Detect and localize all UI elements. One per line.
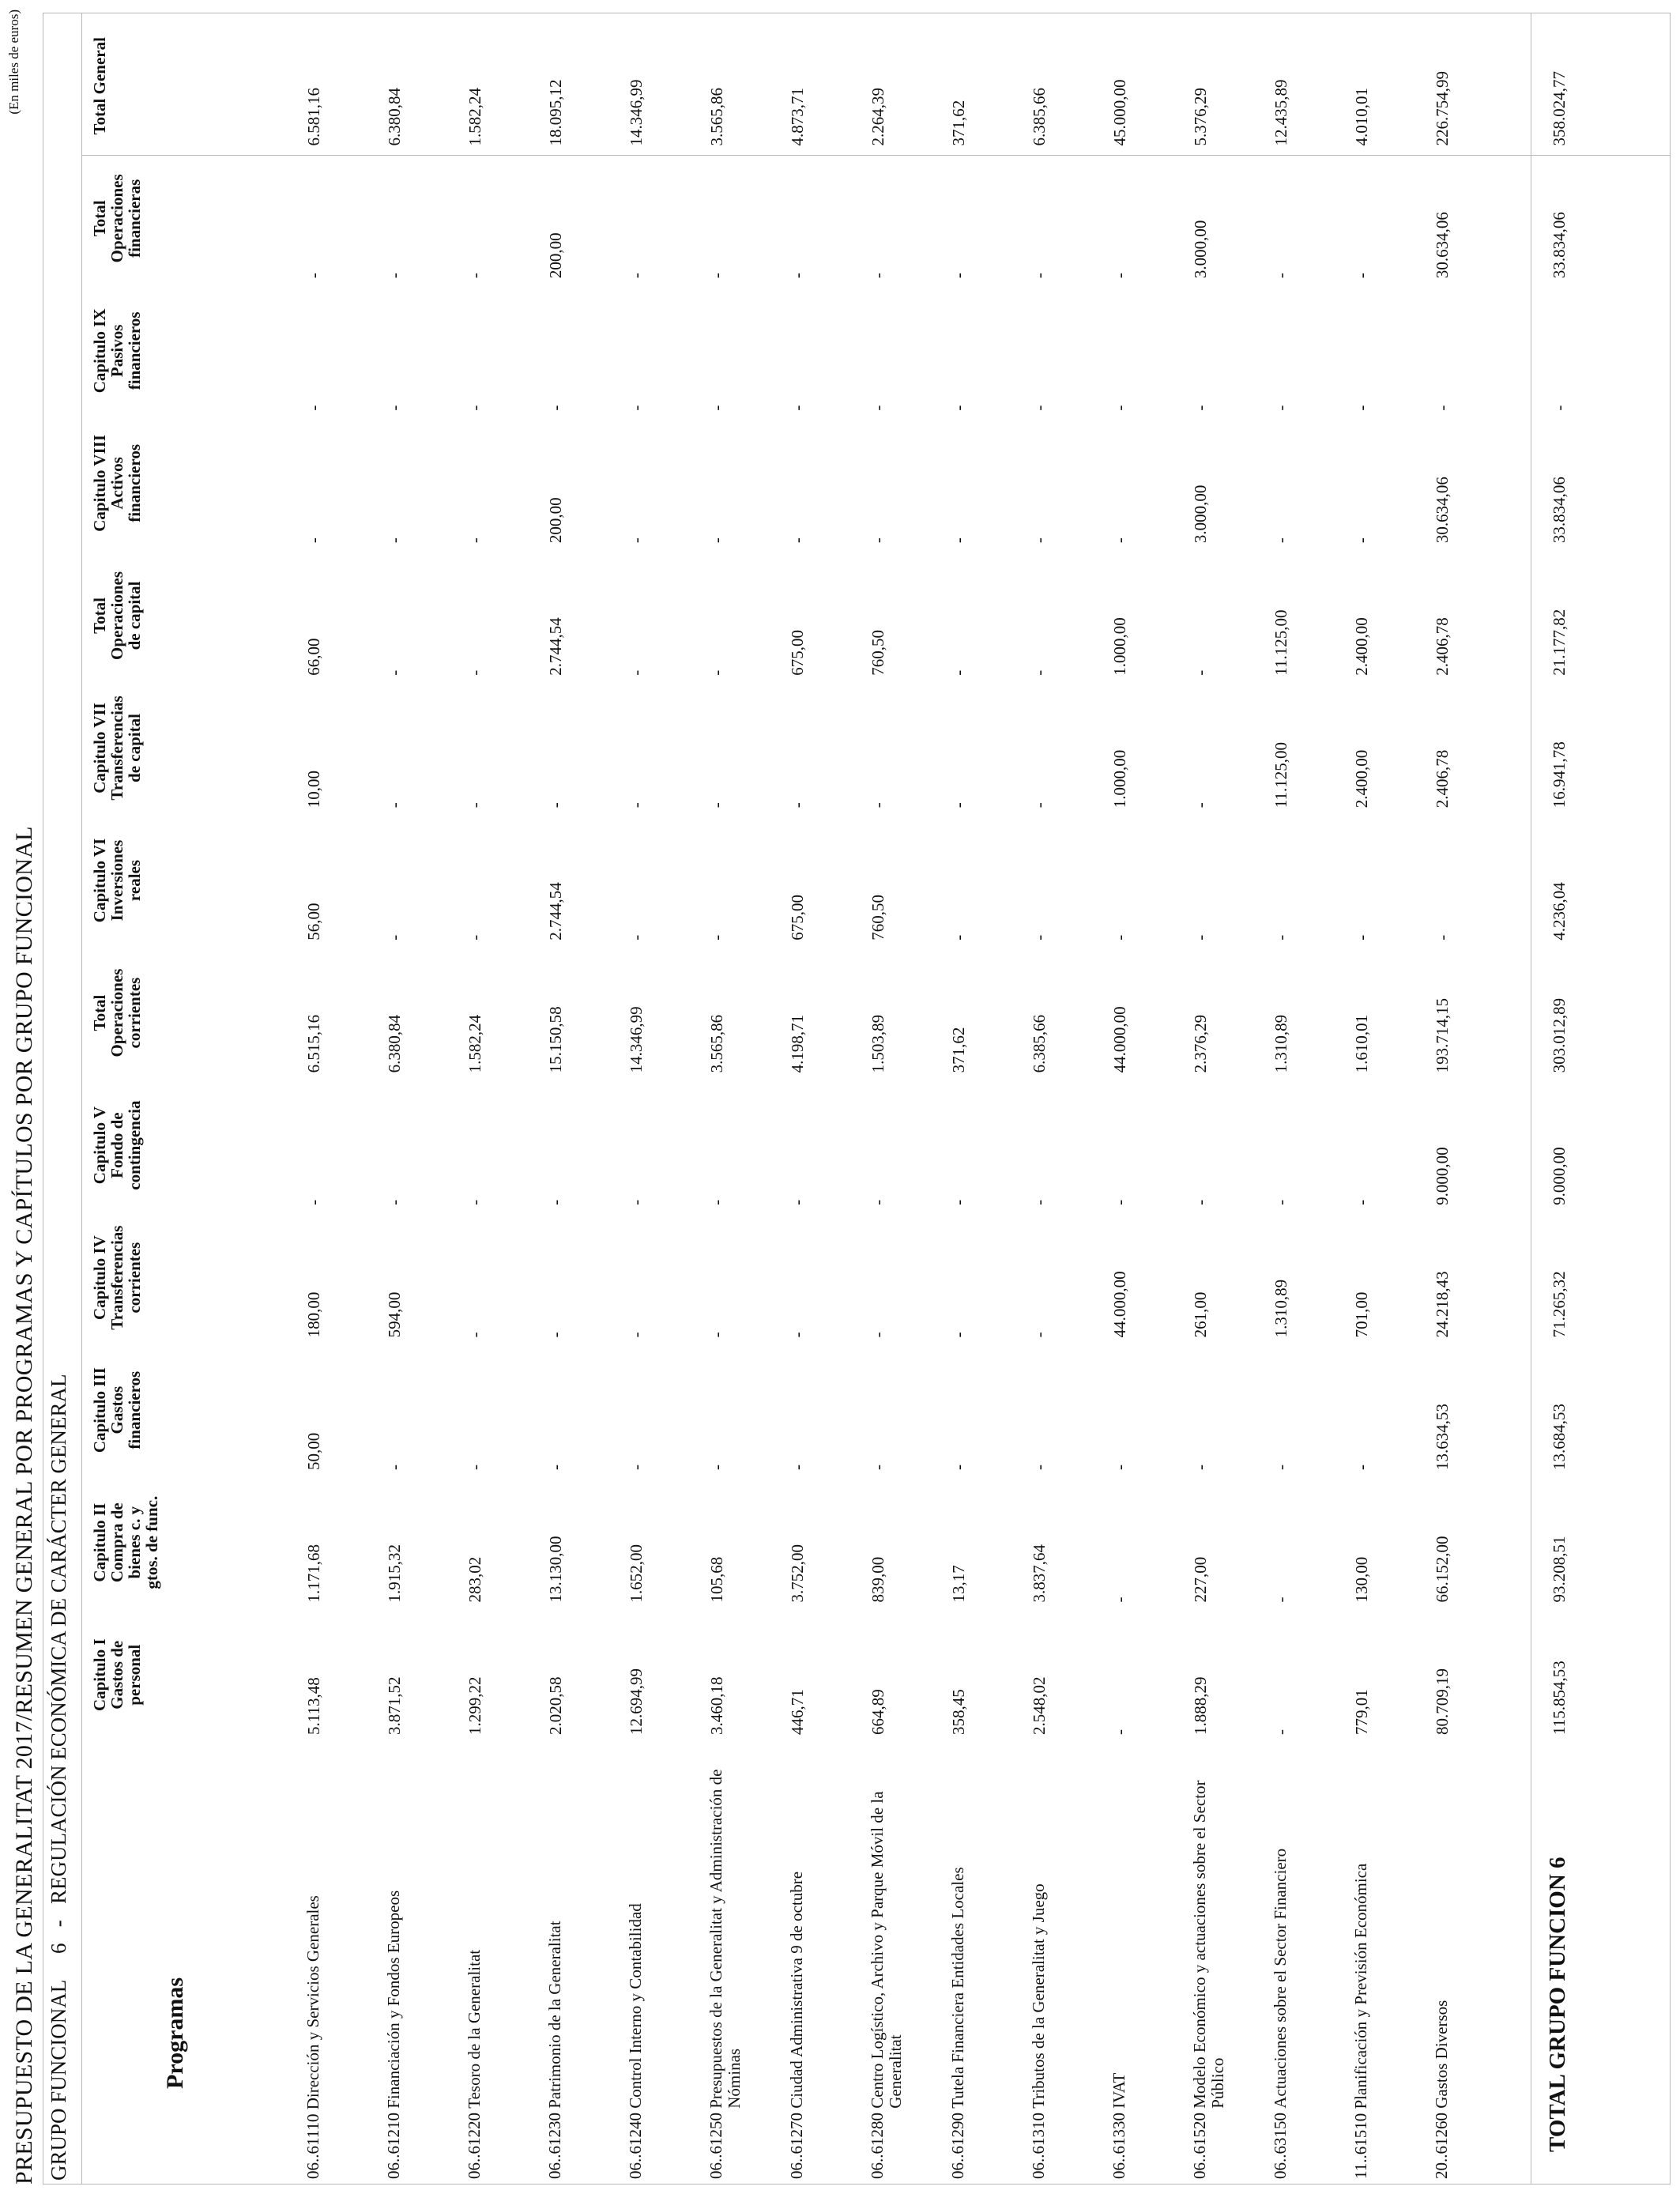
table-cell: 701,00: [1352, 1291, 1371, 1338]
program-row-label: [465, 1749, 484, 2179]
table-cell: 2.406,78: [1433, 749, 1452, 809]
table-cell: 1.503,89: [868, 1014, 887, 1073]
table-cell: -: [304, 273, 323, 279]
table-cell: -: [627, 1199, 646, 1205]
table-cell: -: [707, 669, 726, 676]
table-cell: 200,00: [546, 232, 565, 279]
table-cell: 3.752,00: [788, 1544, 807, 1603]
table-cell: -: [707, 405, 726, 411]
program-name: Presupuestos de la Generalitat y Administración de Nóminas: [706, 1769, 744, 2109]
table-cell: 1.888,29: [1191, 1676, 1210, 1735]
table-cell: -: [868, 405, 887, 411]
table-cell: -: [707, 1199, 726, 1205]
table-cell: 2.406,78: [1433, 617, 1452, 676]
program-row-label: [1110, 1749, 1128, 2179]
total-cell: 303.012,89: [1550, 997, 1569, 1073]
table-cell: -: [1110, 273, 1129, 279]
table-cell: 2.264,39: [868, 88, 887, 146]
table-cell: 760,50: [868, 629, 887, 676]
table-cell: 13,17: [949, 1565, 968, 1603]
table-cell: -: [385, 934, 404, 941]
table-cell: -: [1030, 934, 1049, 941]
table-cell: 2.376,29: [1191, 1014, 1210, 1073]
total-label: TOTAL GRUPO FUNCION 6: [1545, 1857, 1570, 2152]
total-cell: 16.941,78: [1550, 741, 1569, 809]
column-divider: [81, 155, 1670, 156]
column-header: Total Operaciones financieras: [90, 174, 145, 263]
table-cell: 12.694,99: [627, 1668, 646, 1735]
program-code: 06..61520: [1190, 2113, 1209, 2179]
table-cell: -: [465, 405, 484, 411]
program-row-label: [385, 1749, 403, 2179]
table-cell: -: [949, 934, 968, 941]
table-cell: 30.634,06: [1433, 212, 1452, 279]
program-name: Planificación y Previsión Económica: [1351, 1863, 1370, 2109]
table-cell: 18.095,12: [546, 79, 565, 146]
table-cell: -: [949, 1464, 968, 1470]
table-cell: 180,00: [304, 1291, 323, 1338]
table-cell: -: [1030, 537, 1049, 544]
table-cell: -: [949, 405, 968, 411]
table-cell: 80.709,19: [1433, 1668, 1452, 1735]
program-name: Centro Logístico, Archivo y Parque Móvil de la Generalitat: [868, 1791, 905, 2109]
table-cell: -: [1191, 669, 1210, 676]
table-cell: -: [1030, 1464, 1049, 1470]
table-cell: 1.610,01: [1352, 1014, 1371, 1073]
table-cell: -: [304, 537, 323, 544]
total-cell: 115.854,53: [1550, 1661, 1569, 1735]
table-cell: -: [465, 537, 484, 544]
table-cell: -: [1110, 934, 1129, 941]
table-cell: 11.125,00: [1271, 609, 1290, 676]
table-cell: 14.346,99: [627, 1006, 646, 1073]
table-cell: 839,00: [868, 1556, 887, 1603]
table-cell: -: [1191, 802, 1210, 809]
program-name: IVAT: [1109, 2072, 1128, 2109]
total-cell: 33.834,06: [1550, 212, 1569, 279]
table-cell: 1.171,68: [304, 1544, 323, 1603]
table-cell: -: [788, 1199, 807, 1205]
table-cell: -: [1271, 273, 1290, 279]
column-header: Capitulo I Gastos de personal: [90, 1638, 145, 1712]
program-name: Modelo Económico y actuaciones sobre el Sector Público: [1190, 1780, 1227, 2109]
column-header: Capitulo II Compra de bienes c. y gtos. de func.: [90, 1495, 162, 1589]
column-header: Capitulo V Fondo de contingencia: [90, 1100, 145, 1190]
table-cell: 130,00: [1352, 1556, 1371, 1603]
table-cell: -: [1191, 1464, 1210, 1470]
table-cell: 15.150,58: [546, 1006, 565, 1073]
table-cell: -: [465, 273, 484, 279]
table-cell: -: [546, 405, 565, 411]
table-cell: -: [1110, 1596, 1129, 1603]
total-cell: 93.208,51: [1550, 1536, 1569, 1603]
table-cell: -: [627, 537, 646, 544]
table-cell: 105,68: [707, 1556, 726, 1603]
table-cell: -: [1191, 405, 1210, 411]
table-cell: -: [707, 934, 726, 941]
table-cell: -: [385, 405, 404, 411]
table-cell: -: [868, 1199, 887, 1205]
program-name: Tutela Financiera Entidades Locales: [948, 1867, 967, 2109]
table-cell: -: [627, 1464, 646, 1470]
group-separator: -: [47, 1920, 70, 1928]
program-code: 06..61230: [545, 2113, 564, 2179]
table-cell: -: [949, 1332, 968, 1338]
program-row-label: [546, 1749, 564, 2179]
program-name: Tesoro de la Generalitat: [465, 1949, 484, 2109]
table-cell: 45.000,00: [1110, 79, 1129, 146]
table-cell: 2.400,00: [1352, 749, 1371, 809]
program-name: Actuaciones sobre el Sector Financiero: [1271, 1848, 1290, 2109]
table-cell: 3.871,52: [385, 1676, 404, 1735]
table-cell: 3.565,86: [707, 1014, 726, 1073]
program-row-label: [304, 1749, 322, 2179]
program-row-label: [1191, 1749, 1226, 2179]
table-cell: -: [1110, 1464, 1129, 1470]
table-cell: -: [1110, 405, 1129, 411]
column-header: Capitulo VIII Activos financieros: [90, 435, 145, 532]
table-cell: 6.581,16: [304, 88, 323, 146]
table-cell: -: [627, 669, 646, 676]
table-cell: -: [1271, 1596, 1290, 1603]
table-cell: -: [1271, 934, 1290, 941]
table-cell: -: [627, 1332, 646, 1338]
table-cell: -: [1110, 1729, 1129, 1735]
currency-note: (En miles de euros): [6, 9, 21, 115]
table-cell: -: [1352, 405, 1371, 411]
table-cell: -: [868, 1332, 887, 1338]
table-cell: 5.376,29: [1191, 88, 1210, 146]
program-name: Patrimonio de la Generalitat: [545, 1921, 564, 2109]
program-code: 11..61510: [1351, 2113, 1370, 2179]
program-name: Financiación y Fondos Europeos: [384, 1890, 403, 2109]
group-number: 6: [47, 1943, 70, 1954]
column-header: Capitulo VII Transferencias de capital: [90, 696, 145, 801]
program-name: Ciudad Administrativa 9 de octubre: [787, 1871, 806, 2109]
program-code: 20..61260: [1432, 2113, 1451, 2179]
table-cell: 2.400,00: [1352, 617, 1371, 676]
table-cell: -: [1030, 669, 1049, 676]
table-cell: 1.299,22: [465, 1676, 484, 1735]
table-cell: -: [385, 537, 404, 544]
table-cell: -: [1352, 1464, 1371, 1470]
table-cell: 664,89: [868, 1689, 887, 1735]
table-cell: 446,71: [788, 1689, 807, 1735]
table-cell: -: [1271, 1464, 1290, 1470]
table-cell: 44.000,00: [1110, 1271, 1129, 1338]
table-cell: 1.310,89: [1271, 1014, 1290, 1073]
program-row-label: [1352, 1749, 1370, 2179]
table-cell: -: [1030, 802, 1049, 809]
table-cell: -: [949, 1199, 968, 1205]
program-name: Control Interno y Contabilidad: [626, 1903, 645, 2109]
table-cell: -: [788, 405, 807, 411]
column-header: Capitulo III Gastos financieros: [90, 1367, 145, 1453]
budget-table: [43, 13, 1671, 2185]
table-cell: -: [1433, 405, 1452, 411]
total-cell: 4.236,04: [1550, 882, 1569, 941]
table-cell: -: [627, 273, 646, 279]
table-cell: 760,50: [868, 895, 887, 941]
table-cell: 675,00: [788, 895, 807, 941]
table-cell: -: [465, 1199, 484, 1205]
table-cell: 1.000,00: [1110, 749, 1129, 809]
page-title: PRESUPUESTO DE LA GENERALITAT 2017/RESUMEN GENERAL POR PROGRAMAS Y CAPÍTULOS POR GRUPO FUNCIONAL: [11, 826, 37, 2185]
table-cell: 4.010,01: [1352, 88, 1371, 146]
table-cell: 1.652,00: [627, 1544, 646, 1603]
table-cell: 10,00: [304, 770, 323, 809]
table-cell: -: [949, 273, 968, 279]
column-header: Capitulo IX Pasivos financieros: [90, 308, 145, 394]
table-cell: 66.152,00: [1433, 1536, 1452, 1603]
column-header: Capitulo IV Transferencias corrientes: [90, 1225, 145, 1330]
table-cell: -: [546, 802, 565, 809]
table-cell: -: [868, 537, 887, 544]
table-cell: 3.837,64: [1030, 1544, 1049, 1603]
program-code: 06..61290: [948, 2113, 967, 2179]
table-cell: 3.565,86: [707, 88, 726, 146]
table-cell: -: [707, 1332, 726, 1338]
table-cell: 4.873,71: [788, 88, 807, 146]
table-cell: 358,45: [949, 1689, 968, 1735]
total-cell: 13.684,53: [1550, 1403, 1569, 1470]
table-cell: 1.000,00: [1110, 617, 1129, 676]
table-cell: -: [385, 1464, 404, 1470]
table-cell: 3.460,18: [707, 1676, 726, 1735]
table-cell: -: [868, 1464, 887, 1470]
table-cell: -: [788, 537, 807, 544]
table-cell: 227,00: [1191, 1556, 1210, 1603]
table-cell: 12.435,89: [1271, 79, 1290, 146]
table-cell: -: [1110, 1199, 1129, 1205]
table-cell: 1.310,89: [1271, 1279, 1290, 1338]
group-divider: [81, 13, 82, 2184]
table-cell: 11.125,00: [1271, 742, 1290, 809]
table-cell: -: [1271, 405, 1290, 411]
table-cell: 261,00: [1191, 1291, 1210, 1338]
table-cell: 13.634,53: [1433, 1403, 1452, 1470]
total-cell: 21.177,82: [1550, 609, 1569, 676]
table-cell: 3.000,00: [1191, 484, 1210, 544]
program-name: Gastos Diversos: [1432, 2000, 1451, 2109]
table-cell: -: [707, 537, 726, 544]
program-code: 06..61210: [384, 2113, 403, 2179]
table-cell: -: [546, 1199, 565, 1205]
program-row-label: [707, 1749, 743, 2179]
table-cell: -: [385, 273, 404, 279]
program-row-label: [949, 1749, 967, 2179]
table-cell: -: [465, 1332, 484, 1338]
table-cell: 5.113,48: [304, 1677, 323, 1735]
table-cell: -: [385, 1199, 404, 1205]
table-cell: 371,62: [949, 1027, 968, 1073]
program-code: 06..61270: [787, 2113, 806, 2179]
table-cell: -: [1352, 1199, 1371, 1205]
total-cell: -: [1550, 405, 1569, 411]
programs-header: Programas: [162, 1977, 188, 2089]
table-cell: -: [868, 802, 887, 809]
table-cell: -: [546, 1464, 565, 1470]
table-cell: 675,00: [788, 629, 807, 676]
program-row-label: [1030, 1749, 1048, 2179]
table-cell: -: [1030, 405, 1049, 411]
table-cell: -: [1352, 934, 1371, 941]
program-code: 06..61220: [465, 2113, 484, 2179]
group-name: REGULACIÓN ECONÓMICA DE CARÁCTER GENERAL: [47, 1374, 70, 1904]
total-cell: 358.024,77: [1550, 71, 1569, 146]
table-cell: -: [949, 802, 968, 809]
table-cell: 1.582,24: [465, 88, 484, 146]
table-cell: -: [304, 1199, 323, 1205]
table-cell: 13.130,00: [546, 1536, 565, 1603]
table-cell: -: [385, 669, 404, 676]
table-cell: -: [385, 802, 404, 809]
table-cell: 2.744,54: [546, 882, 565, 941]
table-cell: 779,01: [1352, 1689, 1371, 1735]
table-cell: -: [707, 1464, 726, 1470]
table-cell: -: [868, 273, 887, 279]
table-cell: -: [1110, 537, 1129, 544]
table-cell: 594,00: [385, 1291, 404, 1338]
table-cell: -: [1191, 934, 1210, 941]
total-cell: 33.834,06: [1550, 477, 1569, 544]
table-cell: 9.000,00: [1433, 1147, 1452, 1205]
table-cell: 193.714,15: [1433, 997, 1452, 1073]
group-heading: [47, 1374, 71, 2181]
table-cell: 371,62: [949, 100, 968, 146]
table-cell: 2.744,54: [546, 617, 565, 676]
program-row-label: [788, 1749, 806, 2179]
group-label: GRUPO FUNCIONAL: [47, 1980, 70, 2181]
program-code: 06..61310: [1029, 2113, 1048, 2179]
table-cell: -: [1030, 273, 1049, 279]
table-cell: -: [627, 802, 646, 809]
table-cell: -: [304, 405, 323, 411]
table-cell: -: [1030, 1332, 1049, 1338]
column-header: Total Operaciones corrientes: [90, 968, 145, 1057]
table-cell: 6.515,16: [304, 1014, 323, 1073]
table-cell: -: [465, 669, 484, 676]
table-cell: -: [788, 273, 807, 279]
table-cell: 283,02: [465, 1556, 484, 1603]
program-name: Dirección y Servicios Generales: [303, 1895, 322, 2110]
table-cell: -: [1352, 537, 1371, 544]
program-code: 06..61280: [868, 2113, 887, 2179]
column-header: Total Operaciones de capital: [90, 571, 145, 660]
table-cell: -: [788, 802, 807, 809]
table-cell: -: [788, 1464, 807, 1470]
table-cell: 1.915,32: [385, 1544, 404, 1603]
table-cell: 14.346,99: [627, 79, 646, 146]
table-cell: 6.380,84: [385, 1014, 404, 1073]
table-cell: -: [949, 669, 968, 676]
table-cell: -: [707, 802, 726, 809]
table-cell: -: [465, 802, 484, 809]
table-cell: -: [546, 1332, 565, 1338]
table-cell: -: [1030, 1199, 1049, 1205]
table-cell: -: [1191, 1199, 1210, 1205]
program-code: 06..61240: [626, 2113, 645, 2179]
table-cell: -: [465, 934, 484, 941]
table-cell: 6.385,66: [1030, 1014, 1049, 1073]
table-cell: 2.548,02: [1030, 1676, 1049, 1735]
table-cell: -: [1352, 273, 1371, 279]
program-code: 06..61250: [706, 2113, 725, 2179]
table-cell: -: [707, 273, 726, 279]
total-cell: 9.000,00: [1550, 1147, 1569, 1205]
table-cell: -: [1433, 934, 1452, 941]
program-name: Tributos de la Generalitat y Juego: [1029, 1883, 1048, 2109]
program-code: 06..61110: [303, 2113, 322, 2179]
table-cell: 30.634,06: [1433, 477, 1452, 544]
table-cell: 4.198,71: [788, 1014, 807, 1073]
program-row-label: [1433, 1749, 1451, 2179]
table-cell: -: [627, 934, 646, 941]
column-header: Capitulo VI Inversiones reales: [90, 838, 145, 923]
table-cell: 1.582,24: [465, 1014, 484, 1073]
table-cell: 56,00: [304, 903, 323, 941]
table-cell: 50,00: [304, 1432, 323, 1470]
table-cell: -: [788, 1332, 807, 1338]
table-cell: -: [1271, 1729, 1290, 1735]
table-cell: 3.000,00: [1191, 220, 1210, 279]
table-cell: 226.754,99: [1433, 71, 1452, 146]
table-cell: 24.218,43: [1433, 1271, 1452, 1338]
program-row-label: [1271, 1749, 1290, 2179]
table-cell: -: [1271, 537, 1290, 544]
table-cell: -: [1271, 1199, 1290, 1205]
table-cell: 6.385,66: [1030, 88, 1049, 146]
table-cell: 200,00: [546, 497, 565, 544]
program-row-label: [627, 1749, 645, 2179]
table-cell: 6.380,84: [385, 88, 404, 146]
table-cell: 44.000,00: [1110, 1006, 1129, 1073]
column-header: Total General: [90, 37, 109, 135]
table-cell: -: [627, 405, 646, 411]
table-cell: -: [465, 1464, 484, 1470]
table-cell: 2.020,58: [546, 1676, 565, 1735]
table-cell: -: [949, 537, 968, 544]
table-cell: 66,00: [304, 638, 323, 676]
total-cell: 71.265,32: [1550, 1271, 1569, 1338]
program-row-label: [868, 1749, 904, 2179]
program-code: 06..63150: [1271, 2113, 1290, 2179]
program-code: 06..61330: [1109, 2113, 1128, 2179]
